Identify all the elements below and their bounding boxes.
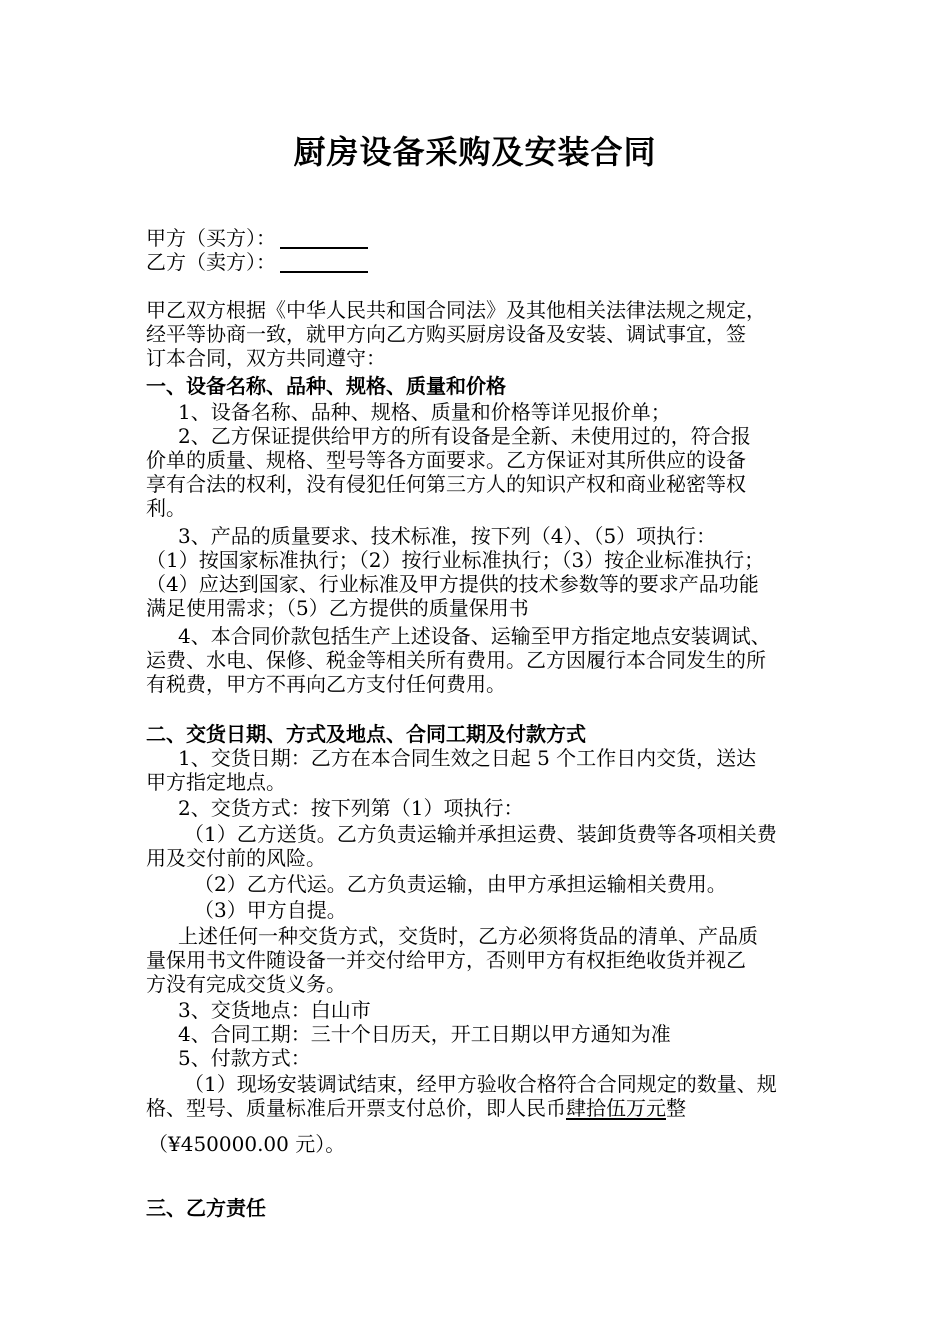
section-2-line: （1）乙方送货。乙方负责运输并承担运费、装卸货费等各项相关费 [184, 822, 777, 846]
section-1-heading: 一、设备名称、品种、规格、质量和价格 [146, 374, 506, 398]
section-2-line: 3、交货地点：白山市 [178, 998, 371, 1022]
party-b-line [146, 250, 368, 274]
section-2-line: （1）现场安装调试结束，经甲方验收合格符合合同规定的数量、规 [184, 1072, 777, 1096]
section-2-payment-line [146, 1096, 686, 1120]
section-1-line: 1、设备名称、品种、规格、质量和价格等详见报价单； [178, 400, 671, 424]
section-2-line: 上述任何一种交货方式，交货时，乙方必须将货品的清单、产品质 [178, 924, 758, 948]
section-2-line: 方没有完成交货义务。 [146, 972, 346, 996]
party-b-label: 乙方（卖方）： [146, 250, 276, 274]
intro-line: 经平等协商一致，就甲方向乙方购买厨房设备及安装、调试事宜，签 [146, 322, 746, 346]
section-1-line: 满足使用需求；（5）乙方提供的质量保用书 [146, 596, 529, 620]
party-a-label: 甲方（买方）： [146, 226, 276, 250]
party-a-line [146, 226, 368, 250]
section-2-line: 4、合同工期：三十个日历天，开工日期以甲方通知为准 [178, 1022, 671, 1046]
section-1-line: （4）应达到国家、行业标准及甲方提供的技术参数等的要求产品功能 [146, 572, 759, 596]
section-1-line: 价单的质量、规格、型号等各方面要求。乙方保证对其所供应的设备 [146, 448, 746, 472]
section-2-line: 5、付款方式： [178, 1046, 311, 1070]
section-1-line: 3、产品的质量要求、技术标准，按下列（4）、（5）项执行： [178, 524, 717, 548]
intro-line: 订本合同，双方共同遵守： [146, 346, 386, 370]
document-title: 厨房设备采购及安装合同 [293, 133, 657, 171]
party-a-blank [280, 227, 368, 249]
section-1-line: 享有合法的权利，没有侵犯任何第三方人的知识产权和商业秘密等权 [146, 472, 746, 496]
section-1-line: 利。 [146, 496, 186, 520]
section-1-line: 2、乙方保证提供给甲方的所有设备是全新、未使用过的，符合报 [178, 424, 751, 448]
section-2-heading: 二、交货日期、方式及地点、合同工期及付款方式 [146, 722, 586, 746]
section-1-line: 运费、水电、保修、税金等相关所有费用。乙方因履行本合同发生的所 [146, 648, 766, 672]
intro-line: 甲乙双方根据《中华人民共和国合同法》及其他相关法律法规之规定， [146, 298, 766, 322]
section-3-heading: 三、乙方责任 [146, 1196, 266, 1220]
section-1-line: 4、本合同价款包括生产上述设备、运输至甲方指定地点安装调试、 [178, 624, 771, 648]
section-2-line: （3）甲方自提。 [194, 898, 347, 922]
amount-in-words: 肆拾伍万元 [566, 1096, 666, 1120]
section-2-line: （2）乙方代运。乙方负责运输，由甲方承担运输相关费用。 [194, 872, 727, 896]
party-b-blank [280, 251, 368, 273]
section-1-line: （1）按国家标准执行；（2）按行业标准执行；（3）按企业标准执行； [146, 548, 765, 572]
section-2-line: 2、交货方式：按下列第（1）项执行： [178, 796, 524, 820]
section-2-line: 1、交货日期：乙方在本合同生效之日起 5 个工作日内交货，送达 [178, 746, 757, 770]
section-2-line: 用及交付前的风险。 [146, 846, 326, 870]
amount-suffix: 整 [666, 1096, 686, 1120]
section-1-line: 有税费，甲方不再向乙方支付任何费用。 [146, 672, 506, 696]
payment-text: 格、型号、质量标准后开票支付总价，即人民币 [146, 1096, 566, 1120]
section-2-line: 量保用书文件随设备一并交付给甲方，否则甲方有权拒绝收货并视乙 [146, 948, 746, 972]
amount-figure-line: （¥450000.00 元）。 [148, 1132, 346, 1156]
section-2-line: 甲方指定地点。 [146, 770, 286, 794]
